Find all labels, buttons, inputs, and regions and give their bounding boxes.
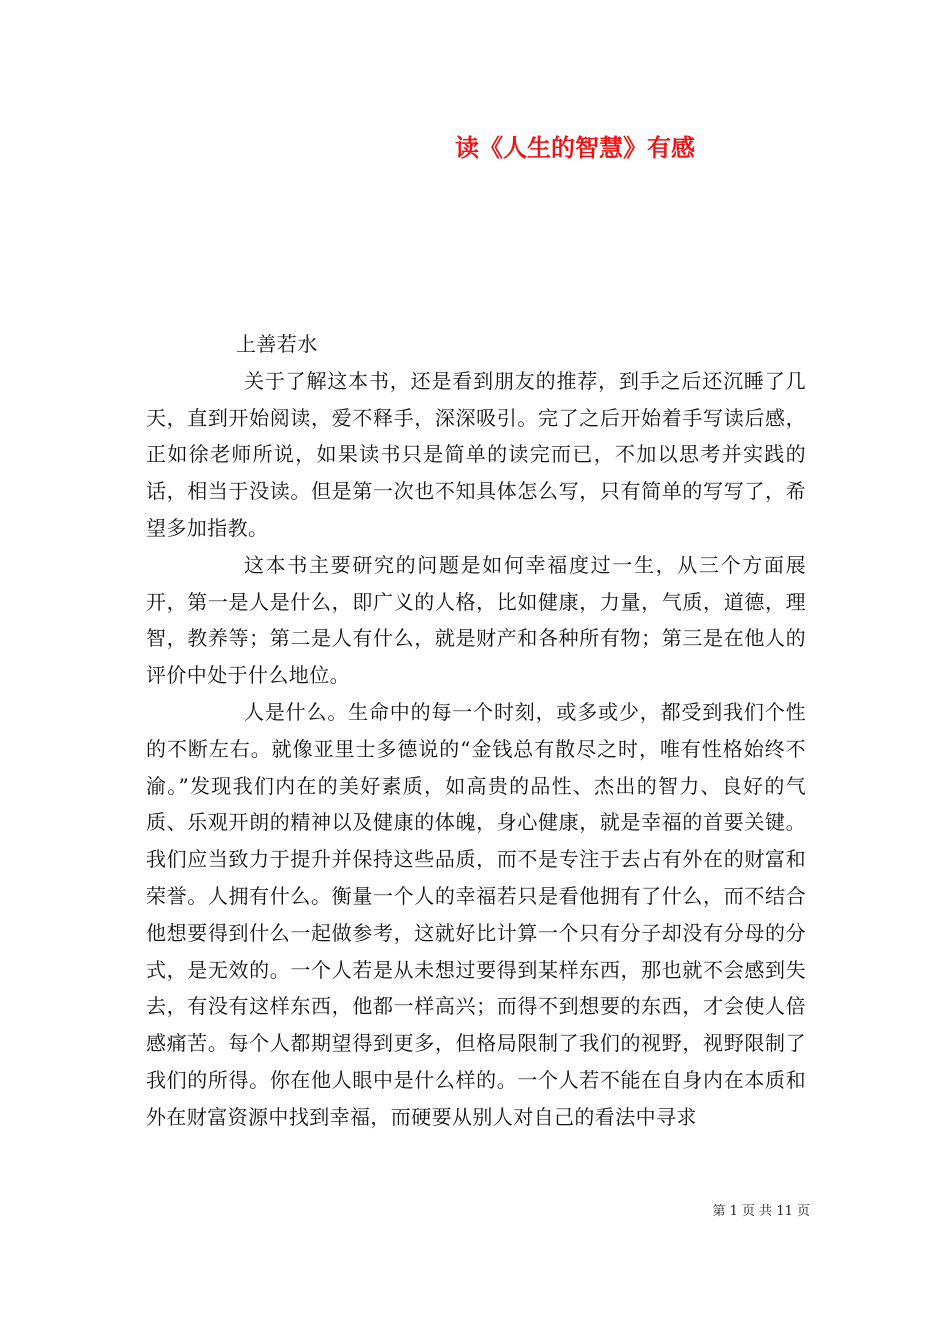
paragraph-2: 这本书主要研究的问题是如何幸福度过一生，从三个方面展开，第一是人是什么，即广义的人格，比如健康，力量，气质，道德，理智，教养等；第二是人有什么，就是财产和各种所有物；第三是在他人的评价中处于什么地位。 bbox=[146, 552, 806, 688]
document-title: 读《人生的智慧》有感 bbox=[455, 134, 695, 162]
paragraph-3: 人是什么。生命中的每一个时刻，或多或少，都受到我们个性的不断左右。就像亚里士多德说的“金钱总有散尽之时，唯有性格始终不渝。”发现我们内在的美好素质，如高贵的品性、杰出的智力、良好的气质、乐观开朗的精神以及健康的体魄，身心健康，就是幸福的首要关键。我们应当致力于提升并保持这些品质，而不是专注于去占有外在的财富和荣誉。人拥有什么。衡量一个人的幸福若只是看他拥有了什么，而不结合他想要得到什么一起做参考，这就好比计算一个只有分子却没有分母的分式，是无效的。一个人若是从未想过要得到某样东西，那也就不会感到失去，有没有这样东西，他都一样高兴；而得不到想要的东西，才会使人倍感痛苦。每个人都期望得到更多，但格局限制了我们的视野，视野限制了我们的所得。你在他人眼中是什么样的。一个人若不能在自身内在本质和外在财富资源中找到幸福，而硬要从别人对自己的看法中寻求 bbox=[146, 699, 806, 1129]
page-number-footer: 第 1 页 共 11 页 bbox=[712, 1204, 810, 1219]
author-name: 上善若水 bbox=[236, 332, 318, 356]
document-body bbox=[146, 326, 806, 1136]
paragraph-1: 关于了解这本书，还是看到朋友的推荐，到手之后还沉睡了几天，直到开始阅读，爱不释手，深深吸引。完了之后开始着手写读后感，正如徐老师所说，如果读书只是简单的读完而已，不加以思考并实践的话，相当于没读。但是第一次也不知具体怎么写，只有简单的写写了，希望多加指教。 bbox=[146, 368, 806, 540]
